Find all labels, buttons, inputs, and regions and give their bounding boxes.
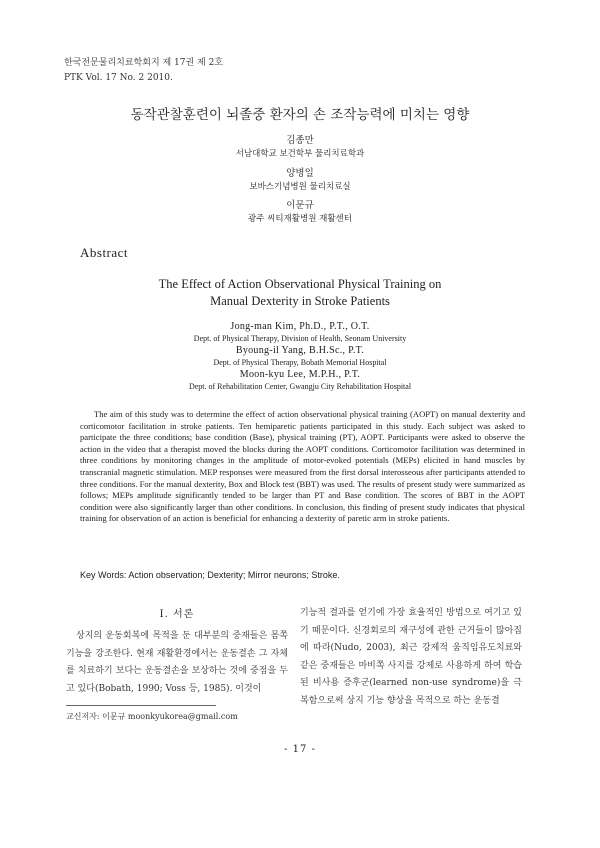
korean-author-2 [0, 167, 600, 194]
author-name: 김종만 [286, 135, 314, 146]
author-affiliation: 보바스기념병원 물리치료실 [249, 182, 351, 192]
english-author-affiliation: Dept. of Rehabilitation Center, Gwangju City Rehabilitation Hospital [188, 382, 412, 391]
keywords: Key Words: Action observation; Dexterity; Mirror neurons; Stroke. [80, 570, 340, 580]
abstract-body: The aim of this study was to determine the effect of action observational physical training (AOPT) on manual dexterity and corticomotor facilitation in stroke patients. Ten hemiparetic patients participated in this study. Each subject was asked to participate the three conditions; base condition (Base), physical training (PT), AOPT. Participants were asked to observe the action in the video that a therapist moved the blocks during the AOPT conditions. Corticomotor facilitation was determined in three conditions by monitoring changes in the amplitude of motor-evoked potentials (MEPs) elicited in hand muscles by transcranial magnetic stimulation. MEP responses were measured from the first dorsal interosseous after participants attended to three conditions. For the manual dexterity, Box and Block test (BBT) was used. The results of present study were summarized as follows; MEPs amplitude significantly tended to be larger than PT and Base condition. The scores of BBT in the AOPT condition were also significantly larger than other conditions. In conclusion, this finding of present study indicates that physical training for observation of an action is beneficial for enhancing a dexterity of paretic arm in stroke patients. [80, 409, 525, 524]
korean-author-3 [0, 199, 600, 226]
corresponding-author-footnote: 교신저자: 이문규 moonkyukorea@gmail.com [66, 712, 238, 721]
abstract-heading: Abstract [80, 245, 129, 260]
journal-header [64, 56, 223, 86]
author-affiliation: 광주 씨티재활병원 재활센터 [248, 214, 352, 224]
footnote-divider [66, 705, 216, 706]
author-affiliation: 서남대학교 보건학부 물리치료학과 [235, 149, 365, 159]
page-number: - 17 - [284, 744, 316, 755]
english-author-affiliation: Dept. of Physical Therapy, Division of Health, Seonam University [193, 334, 407, 343]
author-name: 이문규 [286, 200, 314, 211]
english-author-affiliation: Dept. of Physical Therapy, Bobath Memorial Hospital [213, 358, 387, 367]
english-author-name: Jong-man Kim, Ph.D., P.T., O.T. [230, 321, 370, 332]
intro-left-column: 상지의 운동회복에 목적을 둔 대부분의 중재들은 몸쪽 기능을 강조한다. 현재 재활환경에서는 운동결손 그 자체를 치료하기 보다는 운동결손을 보상하는 것에 중점을 두고 있다(Bobath, 1990; Voss 등, 1985). 이것이 [66, 631, 288, 694]
english-authors [0, 320, 600, 392]
author-name: 양병일 [286, 168, 314, 179]
korean-title: 동작관찰훈련이 뇌졸중 환자의 손 조작능력에 미치는 영향 [130, 107, 470, 123]
journal-name-line: 한국전문물리치료학회지 제 17권 제 2호 [64, 58, 224, 68]
english-author-name: Byoung-il Yang, B.H.Sc., P.T. [235, 345, 365, 356]
english-author-name: Moon-kyu Lee, M.P.H., P.T. [239, 369, 361, 380]
english-title [0, 276, 600, 310]
korean-author-1 [0, 134, 600, 161]
english-title-line-1: The Effect of Action Observational Physical Training on [158, 277, 442, 291]
journal-volume-line: PTK Vol. 17 No. 2 2010. [64, 73, 173, 83]
english-title-line-2: Manual Dexterity in Stroke Patients [210, 294, 390, 308]
intro-heading: Ⅰ. 서론 [159, 609, 195, 620]
intro-right-column: 기능적 결과를 얻기에 가장 효율적인 방법으로 여기고 있기 때문이다. 신경회로의 재구성에 관한 근거들이 많아짐에 따라(Nudo, 2003), 최근 강제적 움직임유도치료와 같은 중재들은 마비쪽 사지를 강제로 사용하게 하여 학습된 비사용 증후군(learned non-use syndrome)을 극복함으로써 상지 기능 향상을 목적으로 하는 운동결 [300, 608, 522, 706]
